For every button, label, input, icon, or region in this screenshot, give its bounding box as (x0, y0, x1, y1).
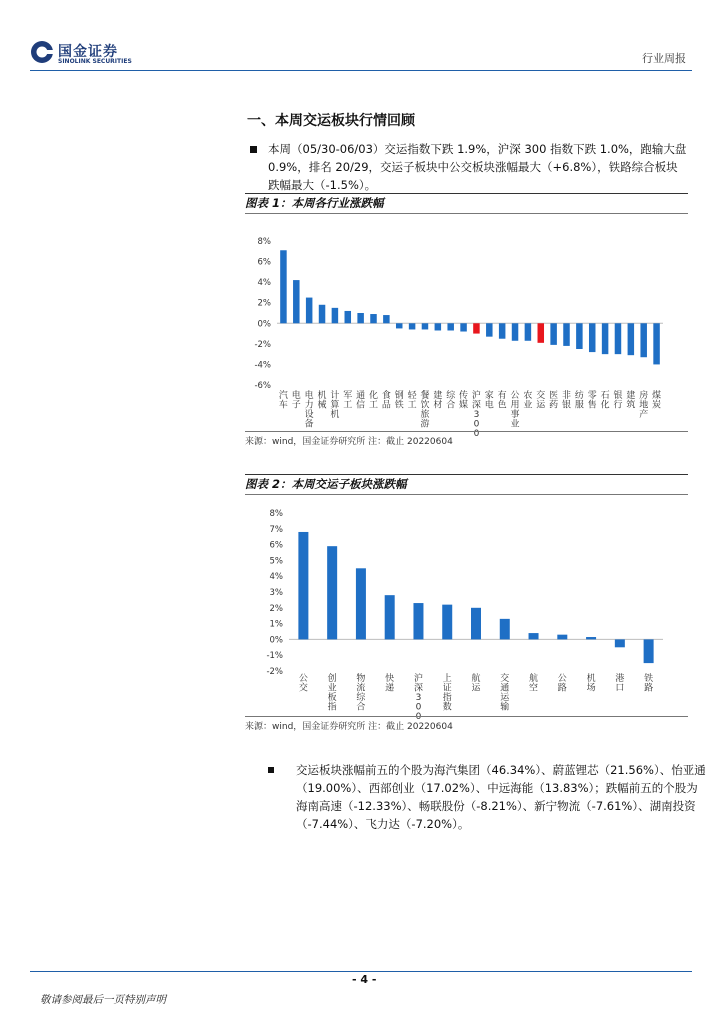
figure2-bottom-rule (245, 716, 688, 717)
y-tick-label: 1% (269, 619, 283, 630)
y-tick-label: -2% (254, 339, 271, 350)
bar-有色 (499, 323, 506, 338)
category-label: 零售 (587, 391, 597, 411)
disclaimer-note: 敬请参阅最后一页特别声明 (40, 994, 166, 1006)
logo-english-name: SINOLINK SECURITIES (58, 58, 132, 65)
report-type: 行业周报 (642, 52, 686, 65)
bar-建材 (435, 323, 442, 330)
bar-沪深300 (473, 323, 480, 333)
industry-change-chart (245, 228, 688, 439)
bar-沪深300 (413, 603, 423, 639)
y-tick-label: 8% (257, 237, 271, 247)
figure1-source: 来源：wind，国金证券研究所 注：截止 20220604 (245, 437, 453, 447)
bullet-icon (268, 767, 274, 773)
category-label: 农业 (523, 391, 533, 411)
figure2-source: 来源：wind，国金证券研究所 注：截止 20220604 (245, 722, 453, 732)
header-divider (30, 70, 692, 71)
stock-performance-paragraph: 交运板块涨幅前五的个股为海汽集团（46.34%）、蔚蓝锂芯（21.56%）、怡亚通（19.00%）、西部创业（17.02%）、中远海能（13.83%）；跌幅前五的个股为海南高速（-12.33%）、畅联股份（-8.21%）、新宁物流（-7.61%）、湖南投资（-7.44%）、飞力达（-7.20%）。 (296, 763, 706, 831)
bar-交运 (538, 323, 545, 343)
bar-化工 (370, 314, 377, 323)
bar-机场 (586, 637, 596, 639)
bar-通信 (357, 313, 364, 323)
y-tick-label: -2% (266, 667, 283, 677)
bar-建筑 (628, 323, 635, 355)
category-label: 港口 (615, 674, 625, 694)
category-label: 公路 (557, 674, 567, 694)
category-label: 沪深 3 0 0 (413, 674, 423, 722)
section-heading: 一、本周交运板块行情回顾 (247, 113, 415, 129)
logo-mark-icon (30, 40, 54, 64)
bar-公交 (298, 532, 308, 639)
category-label: 交通运输 (500, 674, 510, 713)
category-label: 铁路 (644, 674, 654, 694)
summary-paragraph: 本周（05/30-06/03）交运指数下跌 1.9%，沪深 300 指数下跌 1.0%，跑输大盘 0.9%，排名 20/29，交运子板块中公交板块涨幅最大（+6.8%），铁路综合板块跌幅最大（-1.5%）。 (268, 142, 687, 192)
figure1-title-rule (245, 213, 688, 214)
bar-医药 (550, 323, 557, 345)
bar-航运 (471, 608, 481, 640)
figure2-top-rule (245, 474, 688, 475)
bar-航空 (529, 633, 539, 639)
category-label: 传媒 (459, 391, 469, 411)
category-label: 有色 (497, 391, 507, 411)
y-tick-label: 2% (269, 603, 283, 614)
bar-港口 (615, 639, 625, 647)
y-tick-label: 7% (269, 524, 283, 535)
bar-农业 (525, 323, 532, 340)
category-label: 军工 (343, 391, 353, 411)
bar-轻工 (409, 323, 416, 329)
bar-石化 (602, 323, 609, 354)
y-tick-label: -4% (254, 360, 271, 371)
bar-银行 (615, 323, 622, 354)
category-label: 航空 (529, 674, 539, 694)
bar-物流综合 (356, 568, 366, 639)
bar-家电 (486, 323, 493, 336)
category-label: 航运 (471, 674, 481, 694)
category-label: 家电 (484, 391, 494, 411)
figure1-top-rule (245, 193, 688, 194)
y-tick-label: 3% (269, 588, 283, 598)
bar-汽车 (280, 250, 287, 323)
category-label: 轻工 (407, 391, 417, 411)
category-label: 快递 (385, 674, 395, 694)
category-label: 机场 (586, 674, 596, 694)
y-tick-label: 0% (257, 319, 271, 330)
category-label: 沪深 3 0 0 (471, 391, 481, 439)
bar-交通运输 (500, 619, 510, 640)
category-label: 电子 (291, 391, 301, 411)
y-tick-label: 4% (257, 278, 271, 289)
bar-钢铁 (396, 323, 403, 328)
y-tick-label: -1% (266, 651, 283, 662)
bar-传媒 (460, 323, 467, 331)
bar-创业板指 (327, 546, 337, 639)
y-tick-label: 0% (269, 635, 283, 646)
bar-军工 (345, 311, 352, 323)
category-label: 公用事业 (510, 391, 520, 430)
category-label: 建材 (433, 391, 443, 411)
bar-综合 (447, 323, 454, 330)
category-label: 餐饮旅游 (420, 391, 430, 430)
bar-零售 (589, 323, 596, 352)
y-tick-label: 6% (257, 257, 271, 268)
bar-公用事业 (512, 323, 519, 340)
bar-快递 (385, 595, 395, 639)
y-tick-label: 5% (269, 556, 283, 567)
category-label: 上证指数 (442, 674, 452, 713)
bar-机械 (319, 305, 326, 324)
category-label: 物流综合 (356, 674, 366, 713)
y-tick-label: 2% (257, 298, 271, 309)
category-label: 创业板指 (327, 674, 337, 713)
category-label: 纺服 (574, 391, 584, 411)
logo-chinese-name: 国金证券 (58, 44, 118, 60)
transport-subsector-chart (245, 503, 688, 722)
category-label: 化工 (368, 391, 379, 411)
category-label: 食品 (381, 391, 391, 411)
category-label: 综合 (446, 391, 456, 411)
category-label: 医药 (549, 391, 559, 411)
page-number: - 4 - (352, 973, 377, 986)
figure1-bottom-rule (245, 431, 688, 432)
figure1-title: 图表 1：本周各行业涨跌幅 (245, 196, 384, 210)
category-label: 建筑 (626, 391, 636, 411)
category-label: 通信 (356, 391, 366, 411)
company-logo (30, 40, 140, 68)
bullet-icon (250, 146, 257, 153)
category-label: 房地产 (639, 391, 649, 420)
bar-纺服 (576, 323, 583, 349)
y-tick-label: -6% (254, 381, 271, 391)
category-label: 机械 (317, 391, 327, 411)
bar-公路 (557, 635, 567, 640)
bar-铁路 (644, 639, 654, 663)
category-label: 煤炭 (652, 391, 662, 411)
bar-计算机 (332, 308, 339, 323)
category-label: 非银 (561, 391, 572, 411)
y-tick-label: 4% (269, 572, 283, 583)
bar-上证指数 (442, 605, 452, 640)
bar-非银 (563, 323, 570, 346)
category-label: 汽车 (278, 391, 288, 411)
y-tick-label: 8% (269, 509, 283, 519)
category-label: 交运 (536, 391, 546, 411)
bar-餐饮旅游 (422, 323, 429, 329)
figure2-title: 图表 2：本周交运子板块涨跌幅 (245, 477, 407, 491)
category-label: 银行 (613, 391, 623, 411)
category-label: 石化 (600, 391, 610, 411)
bar-电力设备 (306, 298, 313, 324)
category-label: 公交 (298, 674, 308, 694)
bar-房地产 (640, 323, 647, 357)
bar-电子 (293, 280, 300, 323)
y-tick-label: 6% (269, 540, 283, 551)
footer-divider (30, 971, 692, 972)
bar-食品 (383, 315, 390, 323)
figure2-title-rule (245, 494, 688, 495)
bar-煤炭 (653, 323, 660, 364)
category-label: 钢铁 (394, 391, 404, 411)
category-label: 电力设备 (304, 391, 314, 430)
category-label: 计算机 (330, 391, 340, 420)
